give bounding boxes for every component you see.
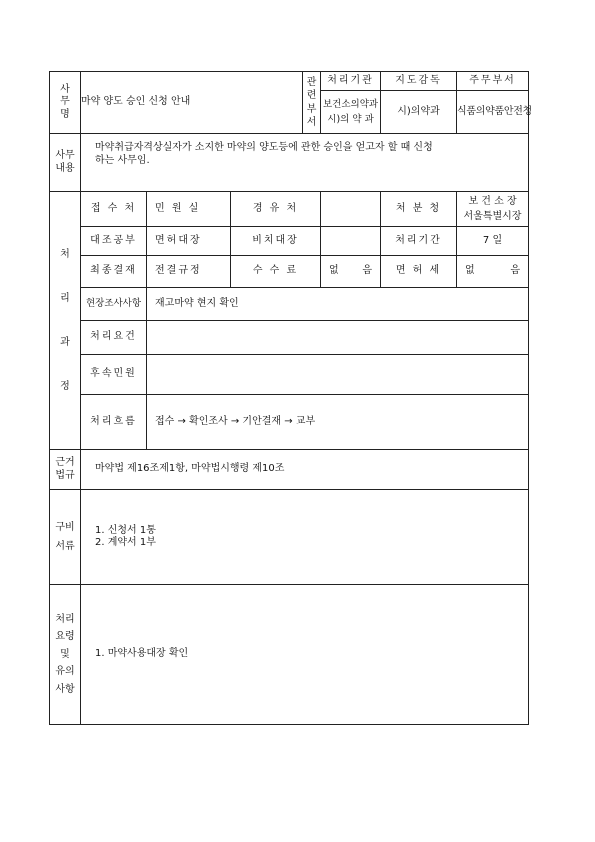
process-flow: 접수 → 확인조사 → 기안결재 → 교부 [147,395,529,450]
via-value [321,192,381,227]
reception-value: 민 원 실 [147,192,231,227]
flow-label: 처리흐름 [81,395,147,450]
law-label: 근거 법규 [50,450,81,490]
processing-period-value: 7 일 [457,227,529,256]
disposition-value: 보 건 소 장 서울특별시장 [457,192,529,227]
fee-label: 수 수 료 [231,256,321,288]
documents-label: 구비 서류 [50,490,81,585]
via-label: 경 유 처 [231,192,321,227]
follow-up-label: 후속민원 [81,355,147,395]
office-name-label: 사 무 명 [50,72,81,134]
keeping-book-label: 비치대장 [231,227,321,256]
processing-period-label: 처리기간 [381,227,457,256]
col-supervision-header: 지도감독 [381,72,457,91]
col-processing-header: 처리기관 [321,72,381,91]
related-dept-label: 관 련 부 서 [303,72,321,134]
competent-dept-value: 식품의약품안전청 [457,91,529,134]
law-text: 마약법 제16조제1항, 마약법시행령 제10조 [81,450,529,490]
final-approval-label: 최종결재 [81,256,147,288]
disposition-label: 처 분 청 [381,192,457,227]
notes-list [81,585,529,725]
license-tax-value: 없 음 [457,256,529,288]
reference-book-label: 대조공부 [81,227,147,256]
list-item: 1. 마약사용대장 확인 [95,648,189,660]
final-approval-value: 전결규정 [147,256,231,288]
site-inspection-value: 재고마약 현지 확인 [147,288,529,321]
guide-form-table [49,71,532,725]
list-item: 2. 계약서 1부 [95,537,156,548]
documents-list [81,490,529,585]
site-inspection-label: 현장조사사항 [81,288,147,321]
list-item: 1. 신청서 1통 [95,524,156,536]
col-competent-header: 주무부서 [457,72,529,91]
notes-label: 처리 요령 및 유의 사항 [50,585,81,725]
reception-label: 접 수 처 [81,192,147,227]
follow-up-value [147,355,529,395]
content-label: 사무 내용 [50,134,81,192]
requirements-value [147,321,529,355]
process-label: 처 리 과 정 [50,192,81,450]
license-tax-label: 면 허 세 [381,256,457,288]
supervision-value: 시)의약과 [381,91,457,134]
content-text: 마약취급자격상실자가 소지한 마약의 양도등에 관한 승인을 얻고자 할 때 신청 하는 사무임. [81,134,529,192]
requirements-label: 처리요건 [81,321,147,355]
page-title: 마약 양도 승인 신청 안내 [81,72,303,134]
fee-value: 없 음 [321,256,381,288]
reference-book-value: 면허대장 [147,227,231,256]
keeping-book-value [321,227,381,256]
processing-agency-value: 보건소의약과 시)의 약 과 [321,91,381,134]
